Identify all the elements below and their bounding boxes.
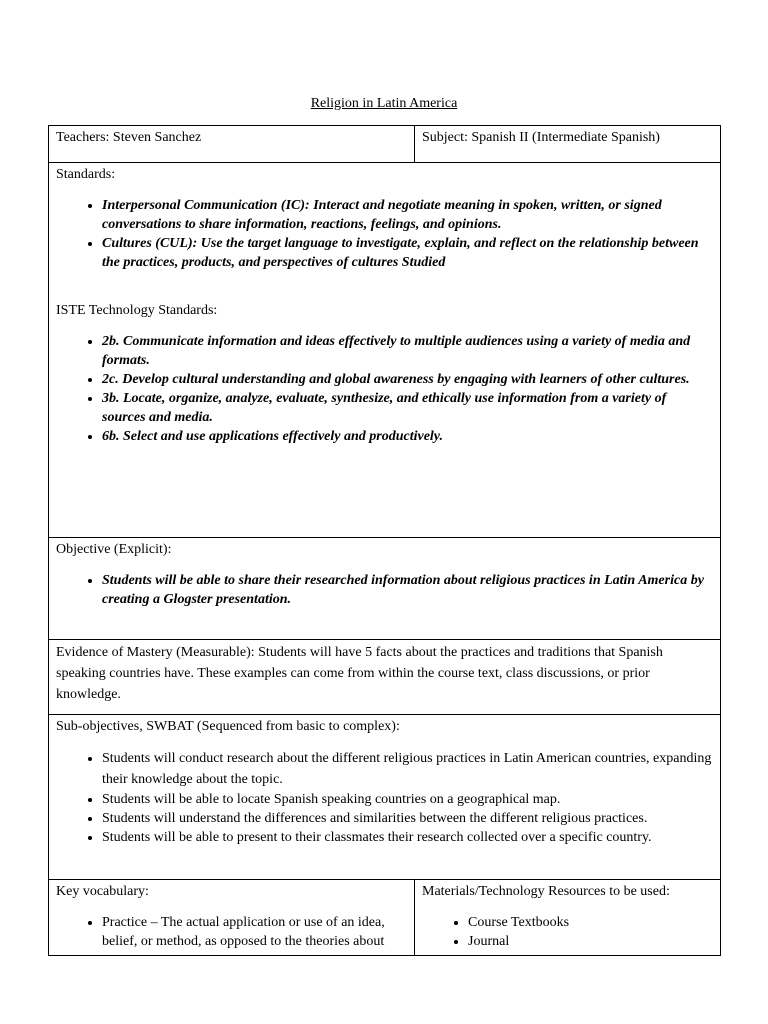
list-item: • Practice – The actual application or use of an idea, belief, or method, as opposed to the theories about [102,913,407,951]
vocabulary-cell [49,880,415,956]
materials-list [422,913,713,951]
list-item: • Interpersonal Communication (IC): Interact and negotiate meaning in spoken, written, or signed conversations to share information, reactions, feelings, and opinions. [102,196,713,234]
list-item: • Course Textbooks [468,913,713,932]
vocabulary-row [49,880,721,956]
lesson-plan-table [48,125,721,956]
list-item: • Students will understand the differences and similarities between the different religious practices. [102,809,713,828]
list-item: • 6b. Select and use applications effectively and productively. [102,427,713,446]
list-item: • 3b. Locate, organize, analyze, evaluate, synthesize, and ethically use information from a variety of sources and media. [102,389,713,427]
subject-text: Subject: Spanish II (Intermediate Spanish) [422,130,660,145]
vocabulary-list [56,913,407,951]
objective-list [56,571,713,609]
list-item: • Students will be able to share their researched information about religious practices in Latin America by creating a Glogster presentation. [102,571,713,609]
standards-row [49,163,721,538]
list-item: • Students will be able to locate Spanish speaking countries on a geographical map. [102,790,713,809]
mastery-row [49,640,721,715]
mastery-text: Evidence of Mastery (Measurable): Students will have 5 facts about the practices and traditions that Spanish speaking countries have. These examples can come from within the course text, class discussions, or prior knowledge. [56,645,663,702]
list-item: • Journal [468,932,713,951]
subobjectives-list [56,748,713,847]
list-item: • Students will conduct research about the different religious practices in Latin American countries, expanding their knowledge about the topic. [102,748,713,790]
subject-cell [415,126,721,163]
subobjectives-row [49,715,721,880]
materials-cell [415,880,721,956]
objective-row [49,538,721,640]
objective-label: Objective (Explicit): [56,542,172,557]
standards-list [56,196,713,272]
subobjectives-cell [49,715,721,880]
materials-label: Materials/Technology Resources to be used: [422,884,670,899]
teacher-cell [49,126,415,163]
list-item: • Cultures (CUL): Use the target language to investigate, explain, and reflect on the relationship between the practices, products, and perspectives of cultures Studied [102,234,713,272]
list-item: • 2b. Communicate information and ideas effectively to multiple audiences using a variety of media and formats. [102,332,713,370]
iste-list [56,332,713,446]
teacher-text: Teachers: Steven Sanchez [56,130,202,145]
subobjectives-label: Sub-objectives, SWBAT (Sequenced from basic to complex): [56,719,400,734]
list-item: • Students will be able to present to their classmates their research collected over a specific country. [102,828,713,847]
standards-cell [49,163,721,538]
objective-cell [49,538,721,640]
mastery-cell [49,640,721,715]
page-title: Religion in Latin America [310,96,458,111]
list-item: • 2c. Develop cultural understanding and global awareness by engaging with learners of other cultures. [102,370,713,389]
iste-label: ISTE Technology Standards: [56,303,218,318]
vocabulary-label: Key vocabulary: [56,884,149,899]
standards-label: Standards: [56,167,116,182]
header-row [49,126,721,163]
